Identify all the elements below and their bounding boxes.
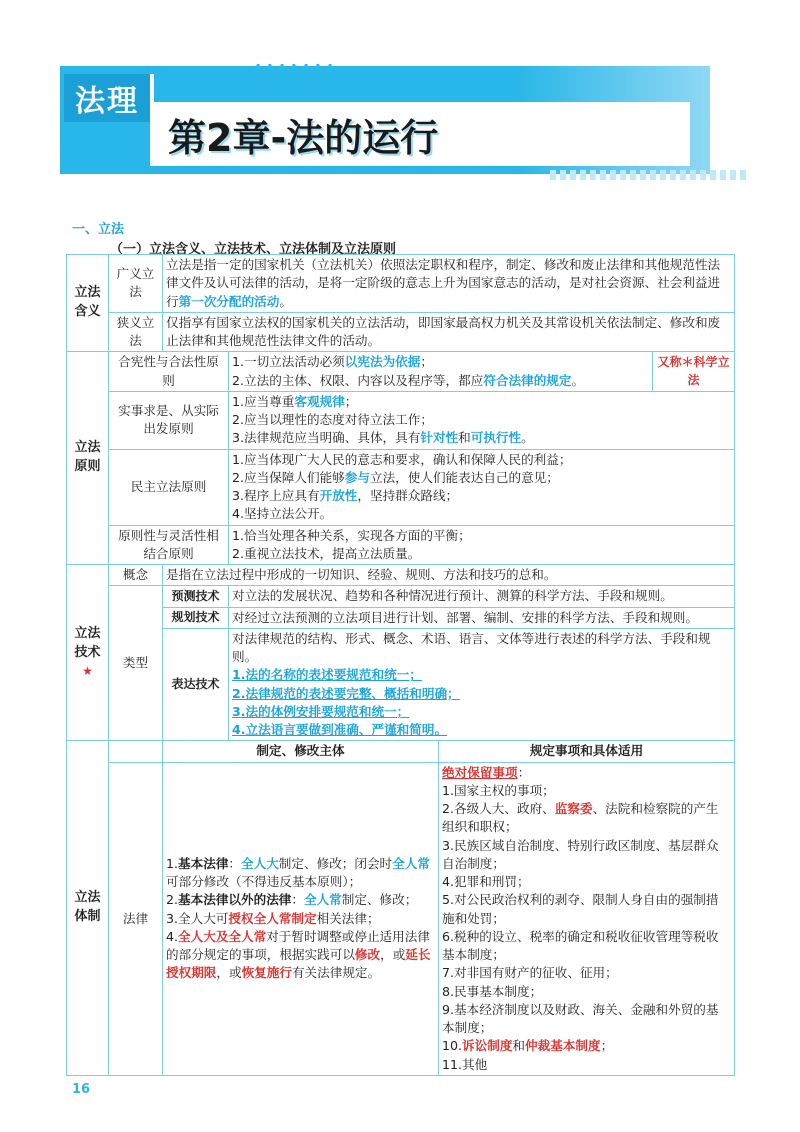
table-row [67, 391, 735, 449]
legality-content [229, 352, 653, 392]
text: 和 [458, 430, 471, 446]
table-row [67, 352, 735, 392]
text: 。 [279, 293, 292, 309]
section-heading: 一、立法 [72, 222, 125, 237]
text: 基本法律以外的法律 [178, 892, 292, 908]
type-label: 类型 [109, 586, 163, 741]
highlight: 针对性 [420, 430, 459, 446]
list-item [232, 393, 731, 411]
narrow-definition: 仅指享有国家立法权的国家机关的立法活动，即国家最高权力机关及其常设机关依法制定、修改和废止法律和其他规范性法律文件的活动。 [163, 312, 735, 352]
system-col1-header: 制定、修改主体 [163, 741, 439, 762]
text: 2.各级人大、政府、 [442, 801, 555, 816]
list-item [442, 764, 731, 782]
list-item: 1.国家主权的事项； [442, 782, 555, 798]
plan-text: 对经过立法预测的立法项目进行计划、部署、编制、安排的科学方法、手段和规则。 [229, 607, 735, 628]
highlight: 客观规律 [294, 393, 345, 409]
text: 1. [166, 855, 179, 871]
chapter-banner [0, 58, 800, 188]
democratic-label: 民主立法原则 [109, 449, 229, 525]
concept-text: 是指在立法过程中形成的一切知识、经验、规则、方法和技巧的总和。 [163, 565, 735, 586]
system-label: 立法体制 [67, 741, 109, 1076]
highlight: 全人大 [241, 855, 279, 871]
list-item: 8.民事基本制度； [442, 983, 543, 999]
technique-label [67, 565, 109, 741]
table-row [67, 449, 735, 525]
highlight: 开放性 [319, 488, 358, 503]
text: 和 [512, 1038, 525, 1054]
text: 制定、修改；闭会时 [278, 855, 393, 871]
plan-label: 规划技术 [163, 607, 229, 628]
list-item [166, 891, 435, 909]
text: ； [420, 354, 433, 370]
law-label: 法律 [109, 762, 163, 1075]
express-content [229, 628, 735, 741]
text: 、法院和检察院的产生组织和职权； [442, 801, 719, 835]
highlight: 参与 [344, 469, 370, 485]
broad-label: 广义立法 [109, 255, 163, 313]
text: ，坚持群众路线； [357, 488, 459, 503]
list-item: 4.立法语言要做到准确、严谨和简明。 [232, 722, 448, 737]
subject-tag: 法理 [64, 74, 154, 122]
table-row [67, 565, 735, 586]
flexible-content [229, 525, 735, 565]
list-item: 9.基本经济制度以及财政、海关、金融和外贸的基本制度； [442, 1001, 719, 1035]
empty-cell [109, 741, 163, 762]
list-item [232, 353, 649, 371]
text: 立法是指一定的国家机关（立法机关）依照法定职权和程序，制定、修改和废止法律和其他规范性法律文件及认可法律的活动，是将一定阶级的意志上升为国家意志的活动，是对社会资源、社会利益进行 [166, 257, 721, 309]
list-item: 4.犯罪和刑罚； [442, 874, 530, 889]
stripe-decoration [550, 170, 750, 180]
text: ，或 [380, 947, 406, 962]
list-item: 1.法的名称的表述要规范和统一； [232, 667, 422, 683]
highlight: 全人大及全人常 [178, 928, 267, 944]
table-row [67, 607, 735, 628]
list-item [232, 429, 731, 447]
technique-label-text: 立法技术 [74, 626, 101, 660]
highlight: 全人常 [392, 855, 430, 871]
text: ，或 [216, 965, 242, 981]
concept-label: 概念 [109, 565, 163, 586]
text: 制定、修改； [341, 892, 418, 908]
highlight: 授权全人常制定 [228, 910, 317, 926]
text: ； [344, 393, 358, 409]
list-item [232, 487, 731, 505]
subject-content [163, 762, 439, 1075]
text: ： [228, 855, 241, 871]
express-text: 对法律规范的结构、形式、概念、术语、语言、文体等进行表述的科学方法、手段和规则。 [232, 630, 711, 664]
text: 2. [166, 892, 179, 908]
narrow-label: 狭义立法 [109, 312, 163, 352]
text: 2.应当保障人们能够 [232, 469, 345, 485]
text: 对于暂时调整或停止适用法律的部分规定的事项，根据实践可以 [166, 928, 430, 962]
text: 2.立法的主体、权限、内容以及程序等，都应 [232, 372, 484, 388]
text: 3.程序上应具有 [232, 488, 320, 503]
system-col2-header: 规定事项和具体适用 [439, 741, 735, 762]
fact-content [229, 391, 735, 449]
table-row [67, 762, 735, 1075]
highlight: 延长授权期限 [166, 947, 431, 981]
subsection-heading: （一）立法含义、立法技术、立法体制及立法原则 [110, 242, 397, 257]
list-item: 11.其他 [442, 1056, 488, 1072]
list-item [166, 910, 435, 928]
highlight: 绝对保留事项 [442, 764, 518, 780]
list-item: 4.坚持立法公开。 [232, 506, 333, 522]
list-item: 2.应当以理性的态度对待立法工作； [232, 412, 433, 427]
text: ： [291, 892, 304, 908]
text: 立法，使人们能表达自己的意见； [369, 469, 559, 485]
chapter-title: 第2章-法的运行 [150, 102, 690, 166]
table-row [67, 525, 735, 565]
forecast-text: 对立法的发展状况、趋势和各种情况进行预计、测算的科学方法、手段和规则。 [229, 586, 735, 607]
forecast-label: 预测技术 [163, 586, 229, 607]
list-item: 2.法律规范的表述要完整、概括和明确； [232, 685, 460, 701]
list-item: 1.恰当处理各种关系，实现各方面的平衡； [232, 527, 471, 543]
scientific-legislation-note: 又称＊科学立法 [653, 352, 735, 392]
highlight: 仲裁基本制度 [525, 1038, 601, 1054]
text: 4. [166, 928, 179, 944]
highlight: 恢复施行 [241, 965, 292, 981]
flexible-label: 原则性与灵活性相结合原则 [109, 525, 229, 565]
text: 。 [571, 372, 585, 388]
star-icon: ★ [82, 663, 93, 678]
table-row [67, 628, 735, 741]
text: ； [600, 1038, 614, 1054]
text: ： [517, 764, 531, 780]
broad-definition [163, 255, 735, 313]
democratic-content [229, 449, 735, 525]
meaning-label: 立法含义 [67, 255, 109, 352]
highlight: 第一次分配的活动 [178, 293, 280, 309]
highlight: 全人常 [303, 892, 342, 908]
list-item: 3.法的体例安排要规范和统一； [232, 703, 410, 719]
text: 1.应当尊重 [232, 393, 295, 409]
table-row [67, 255, 735, 313]
list-item: 6.税种的设立、税率的确定和税收征收管理等税收基本制度； [442, 928, 719, 962]
express-label: 表达技术 [163, 628, 229, 741]
list-item [166, 855, 435, 892]
text: 3.全人大可 [166, 910, 229, 926]
text: 基本法律 [178, 855, 229, 871]
principles-label: 立法原则 [67, 352, 109, 565]
list-item: 1.应当体现广大人民的意志和要求，确认和保障人民的利益； [232, 451, 572, 467]
text: 相关法律； [316, 910, 380, 926]
list-item [442, 800, 731, 837]
list-item [232, 372, 649, 390]
highlight: 修改 [354, 947, 381, 962]
table-row [67, 586, 735, 607]
list-item: 2.重视立法技术，提高立法质量。 [232, 545, 421, 561]
page-number: 16 [72, 1082, 91, 1097]
text: 有关法律规定。 [291, 965, 381, 981]
text: 10. [442, 1038, 463, 1054]
list-item [442, 1037, 731, 1055]
matters-content [439, 762, 735, 1075]
fact-label: 实事求是、从实际出发原则 [109, 391, 229, 449]
text: 可部分修改（不得违反基本原则）； [166, 874, 362, 889]
list-item: 7.对非国有财产的征收、征用； [442, 965, 618, 981]
dot-pattern [252, 60, 338, 96]
table-row [67, 741, 735, 762]
text: 3.法律规范应当明确、具体，具有 [232, 430, 421, 446]
highlight: 监察委 [554, 801, 593, 816]
list-item [166, 928, 435, 983]
highlight: 符合法律的规定 [483, 372, 572, 388]
legislation-table [66, 254, 735, 1076]
highlight: 可执行性 [470, 430, 522, 446]
list-item [232, 469, 731, 487]
list-item: 3.民族区域自治制度、特别行政区制度、基层群众自治制度； [442, 837, 719, 871]
table-row [67, 312, 735, 352]
text: 1.一切立法活动必须 [232, 354, 345, 370]
legality-label: 合宪性与合法性原则 [109, 352, 229, 392]
highlight: 以宪法为依据 [344, 354, 421, 370]
text: 。 [521, 430, 534, 446]
highlight: 诉讼制度 [462, 1038, 513, 1054]
list-item: 5.对公民政治权利的剥夺、限制人身自由的强制措施和处罚； [442, 892, 719, 926]
